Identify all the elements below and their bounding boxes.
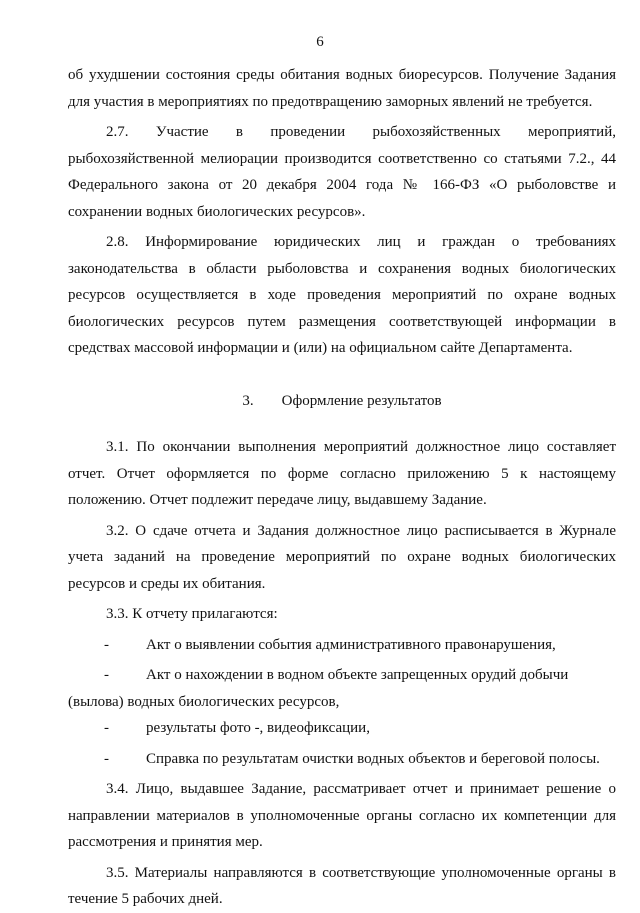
list-dash: - [104,720,109,736]
paragraph-continuation: об ухудшении состояния среды обитания водных биоресурсов. Получение Задания для участия в мероприятиях по предотвращению заморных явлений не требуется. [68,67,616,110]
list-item [68,746,616,773]
list-item-text: Акт о нахождении в водном объекте запрещенных орудий добычи [146,667,569,683]
document-body [68,62,616,913]
paragraph-2-8: 2.8. Информирование юридических лиц и граждан о требованиях законодательства в области рыболовства и сохранения водных биологических ресурсов осуществляется в ходе проведения мероприятий по охране водных биологических ресурсов путем размещения соответствующей информации в средствах массовой информации и (или) на официальном сайте Департамента. [68,234,616,356]
list-item-text: Справка по результатам очистки водных объектов и береговой полосы. [146,750,600,767]
list-dash: - [104,750,109,767]
section-heading-3 [68,388,616,415]
paragraph-3-2: 3.2. О сдаче отчета и Задания должностное лицо расписывается в Журнале учета заданий на проведение мероприятий по охране водных биологических ресурсов и среды их обитания. [68,522,616,592]
paragraph-2-7: 2.7. Участие в проведении рыбохозяйственных мероприятий, рыбохозяйственной мелиорации производится соответственно со статьями 7.2., 44 Федерального закона от 20 декабря 2004 года № 166-ФЗ «О рыболовстве и сохранении водных биологических ресурсов». [68,124,616,220]
list-item [68,632,616,659]
list-item [68,662,616,715]
list-item [68,715,616,742]
list-item-text: результаты фото -, видеофиксации, [146,720,370,736]
paragraph-3-3: 3.3. К отчету прилагаются: [106,606,278,622]
list-item-text: Акт о выявлении события административного правонарушения, [146,636,556,653]
list-item-text-continuation: (вылова) водных биологических ресурсов, [68,693,340,710]
page-number: 6 [316,34,324,50]
section-number: 3. [242,392,254,409]
list-dash: - [104,667,109,683]
paragraph-3-5: 3.5. Материалы направляются в соответствующие уполномоченные органы в течение 5 рабочих дней. [68,864,616,907]
list-dash: - [104,636,109,653]
section-title: Оформление результатов [281,392,442,409]
paragraph-3-4: 3.4. Лицо, выдавшее Задание, рассматривает отчет и принимает решение о направлении материалов в уполномоченные органы согласно их компетенции для рассмотрения и принятия мер. [68,781,616,850]
paragraph-3-1: 3.1. По окончании выполнения мероприятий должностное лицо составляет отчет. Отчет оформляется по форме согласно приложению 5 к настоящему положению. Отчет подлежит передаче лицу, выдавшему Задание. [68,439,616,508]
